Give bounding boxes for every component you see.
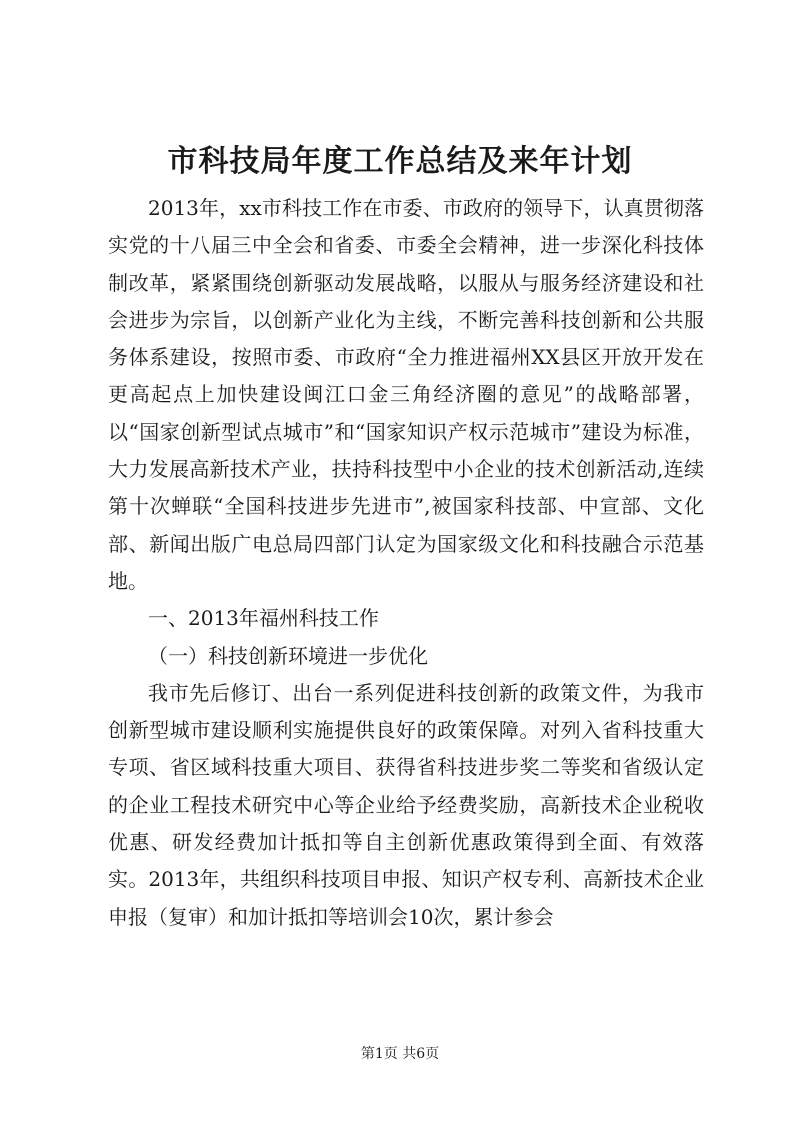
document-body: [108, 190, 704, 936]
body-paragraph: 我市先后修订、出台一系列促进科技创新的政策文件，为我市创新型城市建设顺利实施提供良好的政策保障。对列入省科技重大专项、省区域科技重大项目、获得省科技进步奖二等奖和省级认定的企业工程技术研究中心等企业给予经费奖励，高新技术企业税收优惠、研发经费加计抵扣等自主创新优惠政策得到全面、有效落实。2013年，共组织科技项目申报、知识产权专利、高新技术企业申报（复审）和加计抵扣等培训会10次，累计参会: [108, 680, 704, 929]
page-footer: 第1页 共6页: [360, 1046, 440, 1062]
subsection-heading: （一）科技创新环境进一步优化: [148, 643, 428, 668]
section-heading: 一、2013年福州科技工作: [148, 606, 379, 631]
page-title: 市科技局年度工作总结及来年计划: [167, 144, 633, 179]
intro-paragraph: 2013年，xx市科技工作在市委、市政府的领导下，认真贯彻落实党的十八届三中全会和省委、市委全会精神，进一步深化科技体制改革，紧紧围绕创新驱动发展战略，以服从与服务经济建设和社会进步为宗旨，以创新产业化为主线，不断完善科技创新和公共服务体系建设，按照市委、市政府“全力推进福州XX县区开放开发在更高起点上加快建设闽江口金三角经济圈的意见”的战略部署，以“国家创新型试点城市”和“国家知识产权示范城市”建设为标准，大力发展高新技术产业，扶持科技型中小企业的技术创新活动,连续第十次蝉联“全国科技进步先进市”,被国家科技部、中宣部、文化部、新闻出版广电总局四部门认定为国家级文化和科技融合示范基地。: [108, 196, 704, 593]
